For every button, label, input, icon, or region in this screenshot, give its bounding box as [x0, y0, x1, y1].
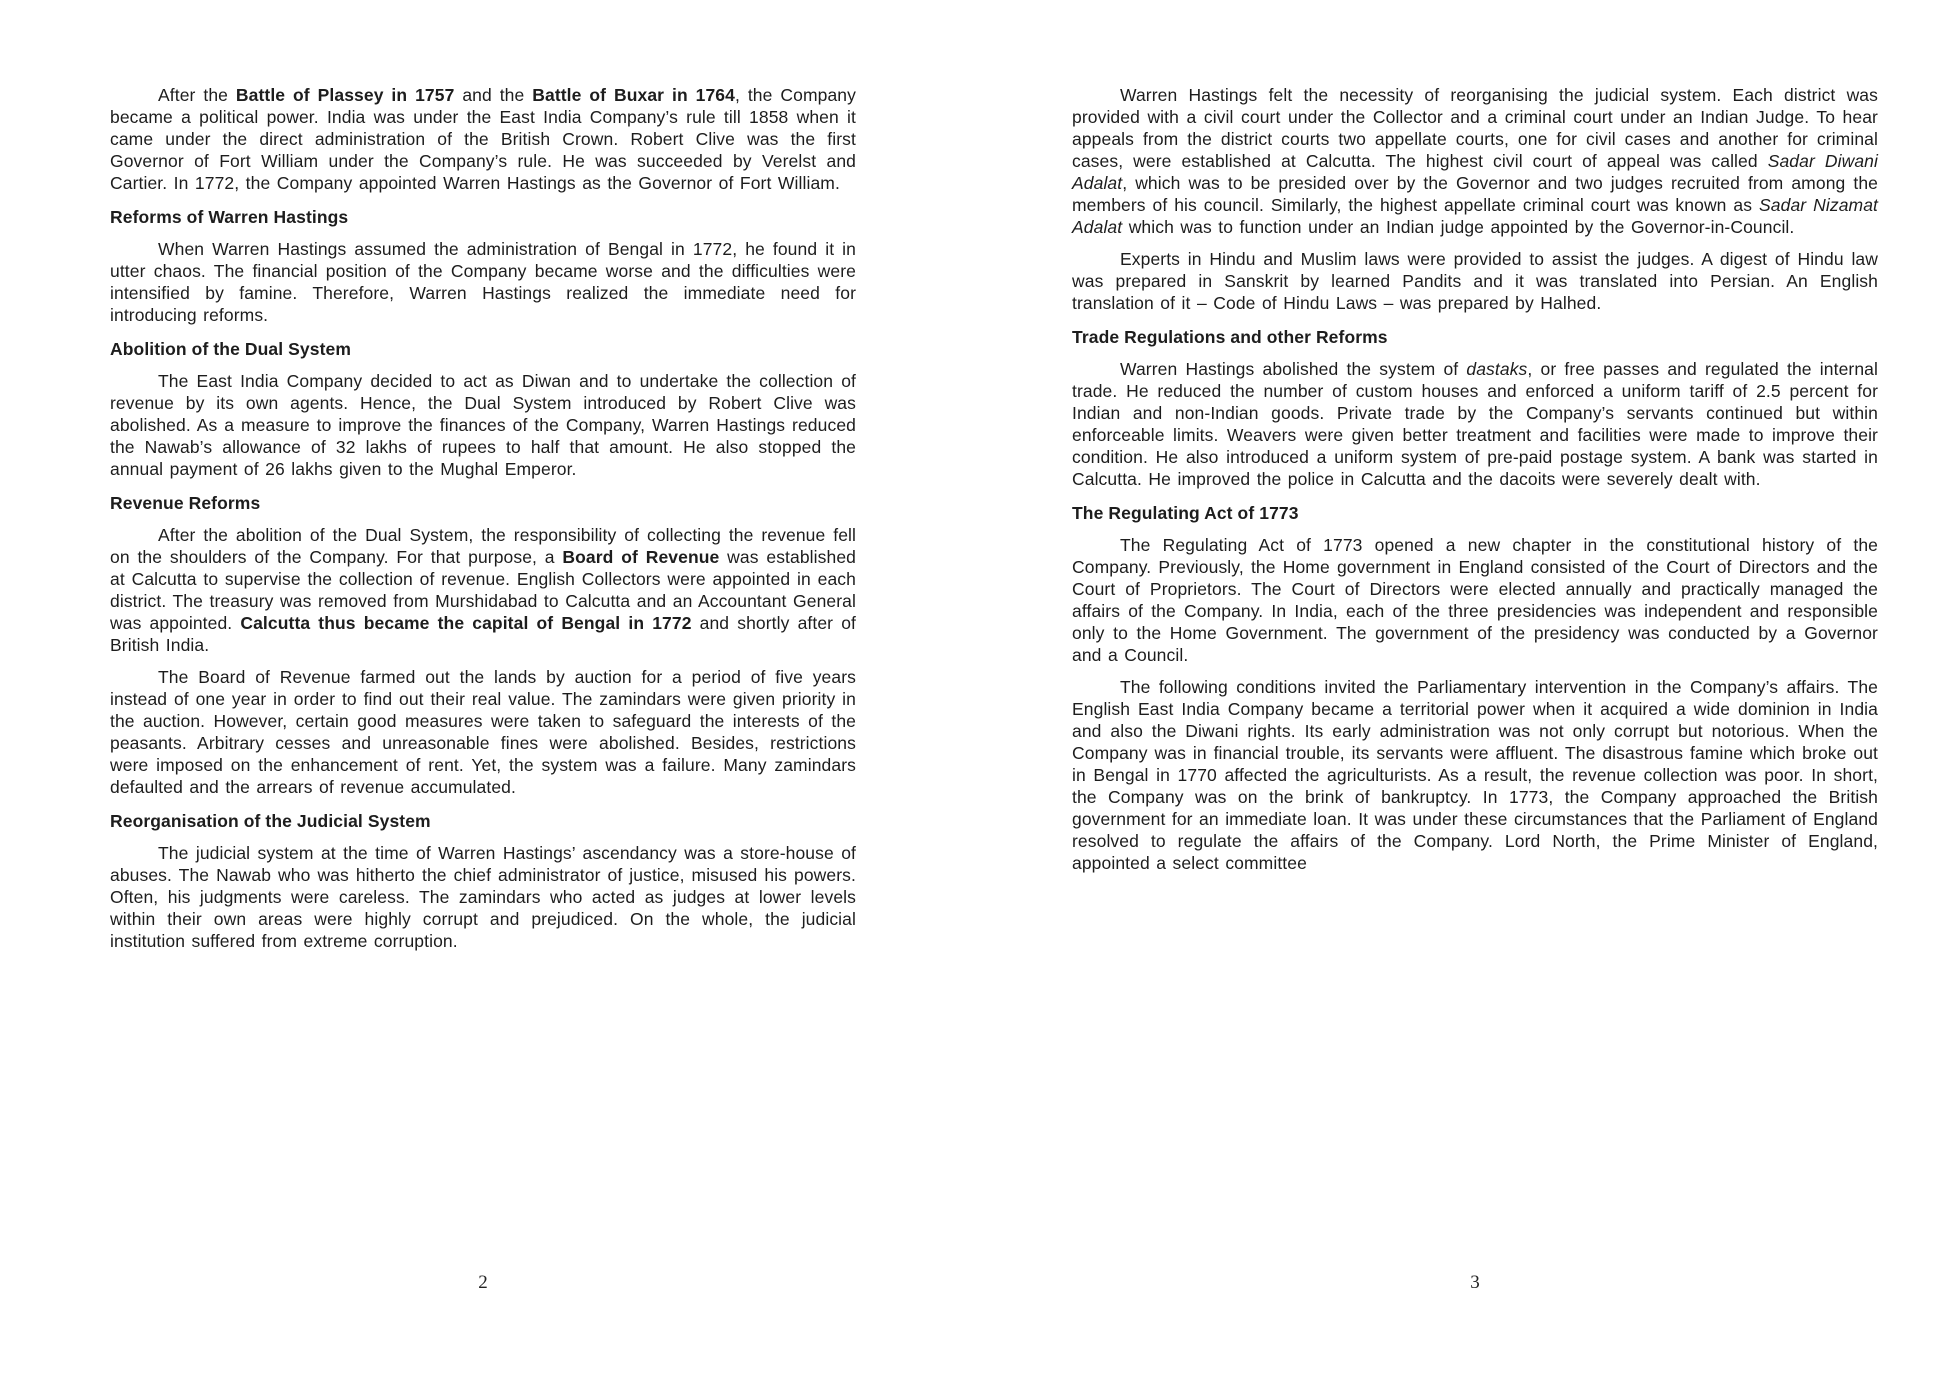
page-right-content [1072, 84, 1878, 884]
text-run: When Warren Hastings assumed the administration of Bengal in 1772, he found it in utter chaos. The financial position of the Company became worse and the difficulties were intensified by famine. Therefore, Warren Hastings realized the immediate need for introducing reforms. [110, 239, 856, 325]
text-run: The following conditions invited the Parliamentary intervention in the Company’s affairs. The English East India Company became a territorial power when it acquired a wide dominion in India and also the Diwani rights. Its early administration was not only corrupt but notorious. When the Company was in financial trouble, its servants were affluent. The disastrous famine which broke out in Bengal in 1770 affected the agriculturists. As a result, the revenue collection was poor. In short, the Company was on the brink of bankruptcy. In 1773, the Company approached the British government for an immediate loan. It was under these circumstances that the Parliament of England resolved to regulate the affairs of the Company. Lord North, the Prime Minister of England, appointed a select committee [1072, 677, 1878, 873]
page-left [0, 0, 963, 1376]
bold-text-run: Battle of Buxar in 1764 [532, 85, 735, 105]
bold-text-run: Calcutta thus became the capital of Bengal in 1772 [240, 613, 692, 633]
text-run: , or free passes and regulated the internal trade. He reduced the number of custom houses and enforced a uniform tariff of 2.5 percent for Indian and non-Indian goods. Private trade by the Company’s servants continued but within enforceable limits. Weavers were given better treatment and facilities were made to improve their condition. He also introduced a uniform system of pre-paid postage system. A bank was started in Calcutta. He improved the police in Calcutta and the dacoits were severely dealt with. [1072, 359, 1878, 489]
section-heading [110, 810, 856, 832]
section-heading [110, 492, 856, 514]
text-run: Trade Regulations and other Reforms [1072, 327, 1388, 347]
text-run: The judicial system at the time of Warren Hastings’ ascendancy was a store-house of abuses. The Nawab who was hitherto the chief administrator of justice, misused his powers. Often, his judgments were careless. The zamindars who acted as judges at lower levels within their own areas were highly corrupt and prejudiced. On the whole, the judicial institution suffered from extreme corruption. [110, 843, 856, 951]
bold-text-run: Battle of Plassey in 1757 [235, 85, 455, 105]
text-run: Revenue Reforms [110, 493, 261, 513]
text-run: , which was to be presided over by the Governor and two judges recruited from among the members of his council. Similarly, the highest appellate criminal court was known as [1072, 173, 1878, 215]
page-left-content [110, 84, 856, 962]
page-number-left: 2 [478, 1272, 488, 1293]
text-run: Experts in Hindu and Muslim laws were provided to assist the judges. A digest of Hindu law was prepared in Sanskrit by learned Pandits and it was translated into Persian. An English translation of it – Code of Hindu Laws – was prepared by Halhed. [1072, 249, 1878, 313]
text-run: The East India Company decided to act as Diwan and to undertake the collection of revenue by its own agents. Hence, the Dual System introduced by Robert Clive was abolished. As a measure to improve the finances of the Company, Warren Hastings reduced the Nawab’s allowance of 32 lakhs of rupees to half that amount. He also stopped the annual payment of 26 lakhs given to the Mughal Emperor. [110, 371, 856, 479]
paragraph [110, 666, 856, 798]
text-run: Abolition of the Dual System [110, 339, 352, 359]
page-right [963, 0, 1946, 1376]
paragraph [1072, 676, 1878, 874]
italic-text-run: Sadar Nizamat Adalat [1072, 195, 1878, 237]
italic-text-run: Sadar Diwani Adalat [1072, 151, 1879, 193]
text-run: After the abolition of the Dual System, the responsibility of collecting the revenue fell on the shoulders of the Company. For that purpose, a [110, 525, 856, 567]
text-run: Warren Hastings felt the necessity of reorganising the judicial system. Each district was provided with a civil court under the Collector and a criminal court under an Indian Judge. To hear appeals from the district courts two appellate courts, one for civil cases and another for criminal cases, were established at Calcutta. The highest civil court of appeal was called [1072, 85, 1878, 171]
text-run: The Board of Revenue farmed out the lands by auction for a period of five years instead of one year in order to find out their real value. The zamindars were given priority in the auction. However, certain good measures were taken to safeguard the interests of the peasants. Arbitrary cesses and unreasonable fines were abolished. Besides, restrictions were imposed on the enhancement of rent. Yet, the system was a failure. Many zamindars defaulted and the arrears of revenue accumulated. [110, 667, 856, 797]
paragraph [1072, 248, 1878, 314]
section-heading [110, 206, 856, 228]
paragraph [1072, 534, 1878, 666]
text-run: and the [454, 85, 533, 105]
text-run: was established at Calcutta to supervise the collection of revenue. English Collectors were appointed in each district. The treasury was removed from Murshidabad to Calcutta and an Accountant General was appointed. [110, 547, 856, 633]
paragraph [1072, 84, 1878, 238]
paragraph [110, 524, 856, 656]
text-run: which was to function under an Indian judge appointed by the Governor-in-Council. [1122, 217, 1795, 237]
paragraph [110, 84, 856, 194]
paragraph [1072, 358, 1878, 490]
section-heading [1072, 502, 1878, 524]
text-run: Reforms of Warren Hastings [110, 207, 349, 227]
text-run: Reorganisation of the Judicial System [110, 811, 431, 831]
bold-text-run: Board of Revenue [562, 547, 720, 567]
italic-text-run: dastaks [1466, 359, 1528, 379]
text-run: The Regulating Act of 1773 [1072, 503, 1299, 523]
text-run: The Regulating Act of 1773 opened a new chapter in the constitutional history of the Company. Previously, the Home government in England consisted of the Court of Directors and the Court of Proprietors. The Court of Directors were elected annually and practically managed the affairs of the Company. In India, each of the three presidencies was independent and responsible only to the Home Government. The government of the presidency was conducted by a Governor and a Council. [1072, 535, 1878, 665]
section-heading [1072, 326, 1878, 348]
paragraph [110, 842, 856, 952]
text-run: , the Company became a political power. India was under the East India Company’s rule till 1858 when it came under the direct administration of the British Crown. Robert Clive was the first Governor of Fort William under the Company’s rule. He was succeeded by Verelst and Cartier. In 1772, the Company appointed Warren Hastings as the Governor of Fort William. [110, 85, 856, 193]
page-number-right: 3 [1470, 1272, 1480, 1293]
paragraph [110, 238, 856, 326]
section-heading [110, 338, 856, 360]
text-run: After the [158, 85, 236, 105]
text-run: Warren Hastings abolished the system of [1120, 359, 1467, 379]
text-run: and shortly after of British India. [110, 613, 856, 655]
paragraph [110, 370, 856, 480]
